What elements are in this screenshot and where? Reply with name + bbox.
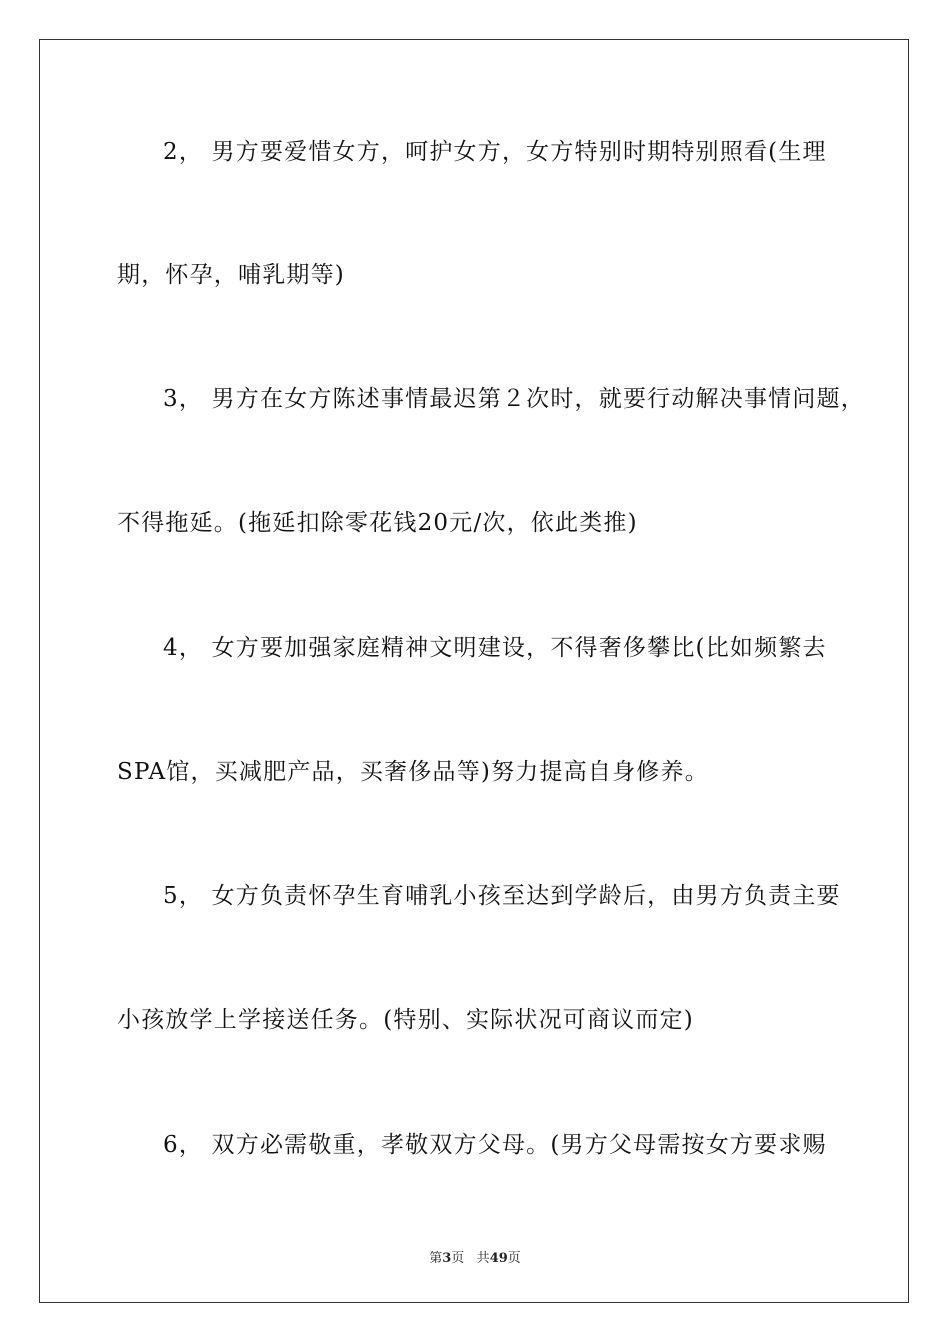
clause-4-line-1: 4， 女方要加强家庭精神文明建设，不得奢侈攀比(比如频繁去 (163, 635, 827, 661)
clause-4-line-2: SPA馆，买减肥产品，买奢侈品等)努力提高自身修养。 (117, 759, 709, 785)
clause-5-line-1: 5， 女方负责怀孕生育哺乳小孩至达到学龄后，由男方负责主要 (163, 883, 841, 909)
clause-3-line-1: 3， 男方在女方陈述事情最迟第２次时，就要行动解决事情问题， (163, 386, 865, 412)
clause-5-line-2: 小孩放学上学接送任务。(特别、实际状况可商议而定) (117, 1007, 694, 1033)
clause-2-line-2: 期，怀孕，哺乳期等) (117, 262, 345, 288)
footer-page-number: 3 (442, 1251, 452, 1266)
footer-page-suffix: 页 (451, 1251, 465, 1266)
page-footer (0, 1247, 950, 1266)
footer-total-prefix: 共 (476, 1251, 490, 1266)
page-border (39, 39, 909, 1303)
footer-total-suffix: 页 (507, 1251, 521, 1266)
clause-6-line-1: 6， 双方必需敬重，孝敬双方父母。(男方父母需按女方要求赐 (163, 1132, 827, 1158)
clause-3-line-2: 不得拖延。(拖延扣除零花钱20元/次，依此类推) (117, 510, 638, 536)
clause-2-line-1: 2， 男方要爱惜女方，呵护女方，女方特别时期特别照看(生理 (163, 139, 827, 165)
footer-page-prefix: 第 (429, 1251, 443, 1266)
footer-total-pages: 49 (489, 1251, 508, 1266)
